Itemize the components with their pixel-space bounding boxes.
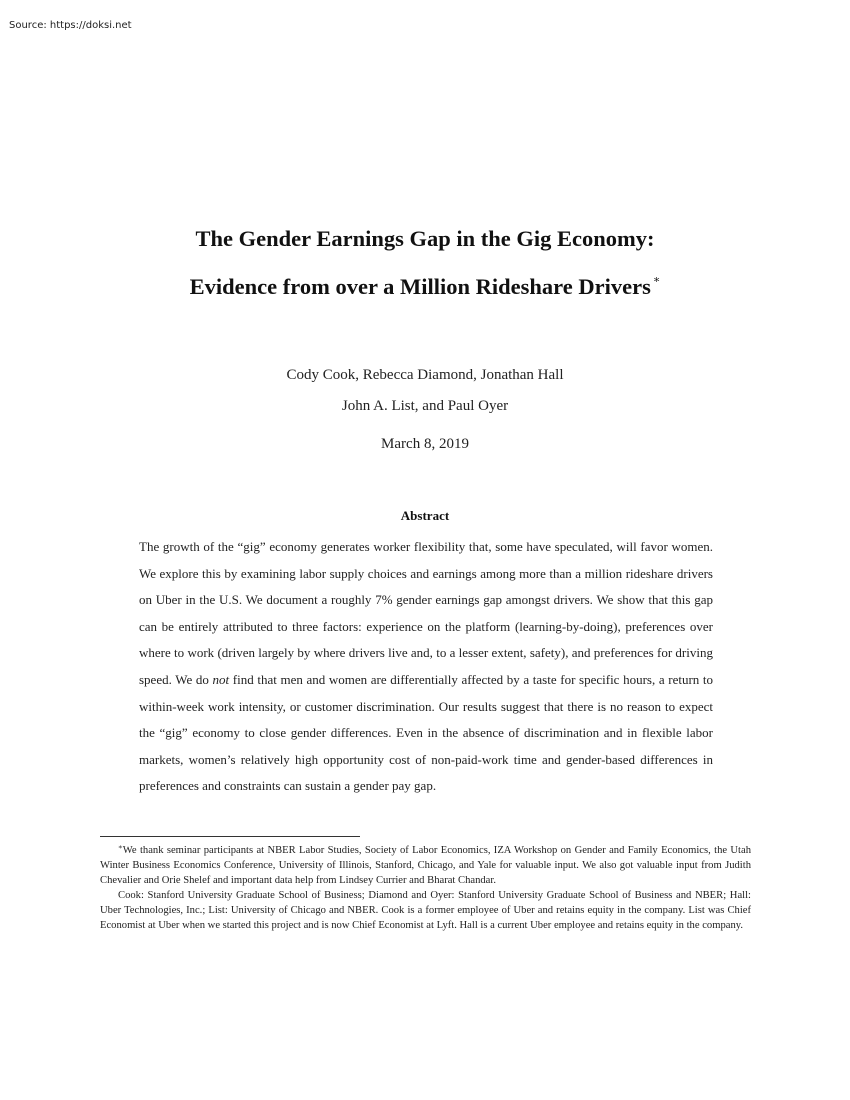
author-line-2: John A. List, and Paul Oyer bbox=[341, 398, 509, 414]
paper-title-text-1: The Gender Earnings Gap in the Gig Economy: bbox=[195, 226, 655, 251]
footnote-divider bbox=[100, 836, 360, 837]
abstract-text-part-1: The growth of the “gig” economy generates worker flexibility that, some have speculated, will favor women. We explore this by examining labor supply choices and earnings among more than a million rideshare drivers on Uber in the U.S. We document a roughly 7% gender earnings gap amongst drivers. We show that this gap can be entirely attributed to three factors: experience on the platform (learning-by-doing), preferences over where to work (driven largely by where drivers live and, to a lesser extent, safety), and preferences for driving speed. We do bbox=[139, 539, 713, 687]
footnotes bbox=[100, 840, 751, 933]
source-note: Source: https://doksi.net bbox=[9, 20, 132, 31]
abstract-body bbox=[139, 534, 713, 800]
footnote-acknowledgment bbox=[100, 840, 751, 888]
abstract-text-part-2: find that men and women are differentially affected by a taste for specific hours, a return to within-week work intensity, or customer discrimination. Our results suggest that there is no reason to expect the “gig” economy to close gender differences. Even in the absence of discrimination and in flexible labor markets, women’s relatively high opportunity cost of non-paid-work time and gender-based differences in preferences and constraints can sustain a gender pay gap. bbox=[139, 671, 714, 794]
paper-title-line-1 bbox=[0, 226, 850, 252]
footnote-mark: ∗ bbox=[118, 843, 123, 851]
title-footnote-mark[interactable]: ∗ bbox=[652, 274, 661, 286]
paper-date: March 8, 2019 bbox=[381, 436, 469, 452]
abstract-emphasis: not bbox=[212, 671, 230, 687]
abstract-heading: Abstract bbox=[400, 508, 450, 523]
footnote-acknowledgment-text: We thank seminar participants at NBER Labor Studies, Society of Labor Economics, IZA Workshop on Gender and Family Economics, the Utah Winter Business Economics Conference, University of Illinois, Stanford, Chicago, and Yale for valuable input. We also got valuable input from Judith Chevalier and Orie Shelef and important data help from Lindsey Currier and Bharat Chandar. bbox=[100, 845, 751, 886]
paper-title-line-2 bbox=[0, 273, 850, 300]
author-line-1: Cody Cook, Rebecca Diamond, Jonathan Hall bbox=[286, 367, 564, 383]
paper-title-text-2: Evidence from over a Million Rideshare Drivers bbox=[189, 274, 651, 299]
footnote-affiliations: Cook: Stanford University Graduate School of Business; Diamond and Oyer: Stanford University Graduate School of Business and NBER; Hall: Uber Technologies, Inc.; List: University of Chicago and NBER. Cook is a former employee of Uber and retains equity in the company. List was Chief Economist at Uber when we started this project and is now Chief Economist at Lyft. Hall is a current Uber employee and retains equity in the company. bbox=[100, 890, 751, 931]
